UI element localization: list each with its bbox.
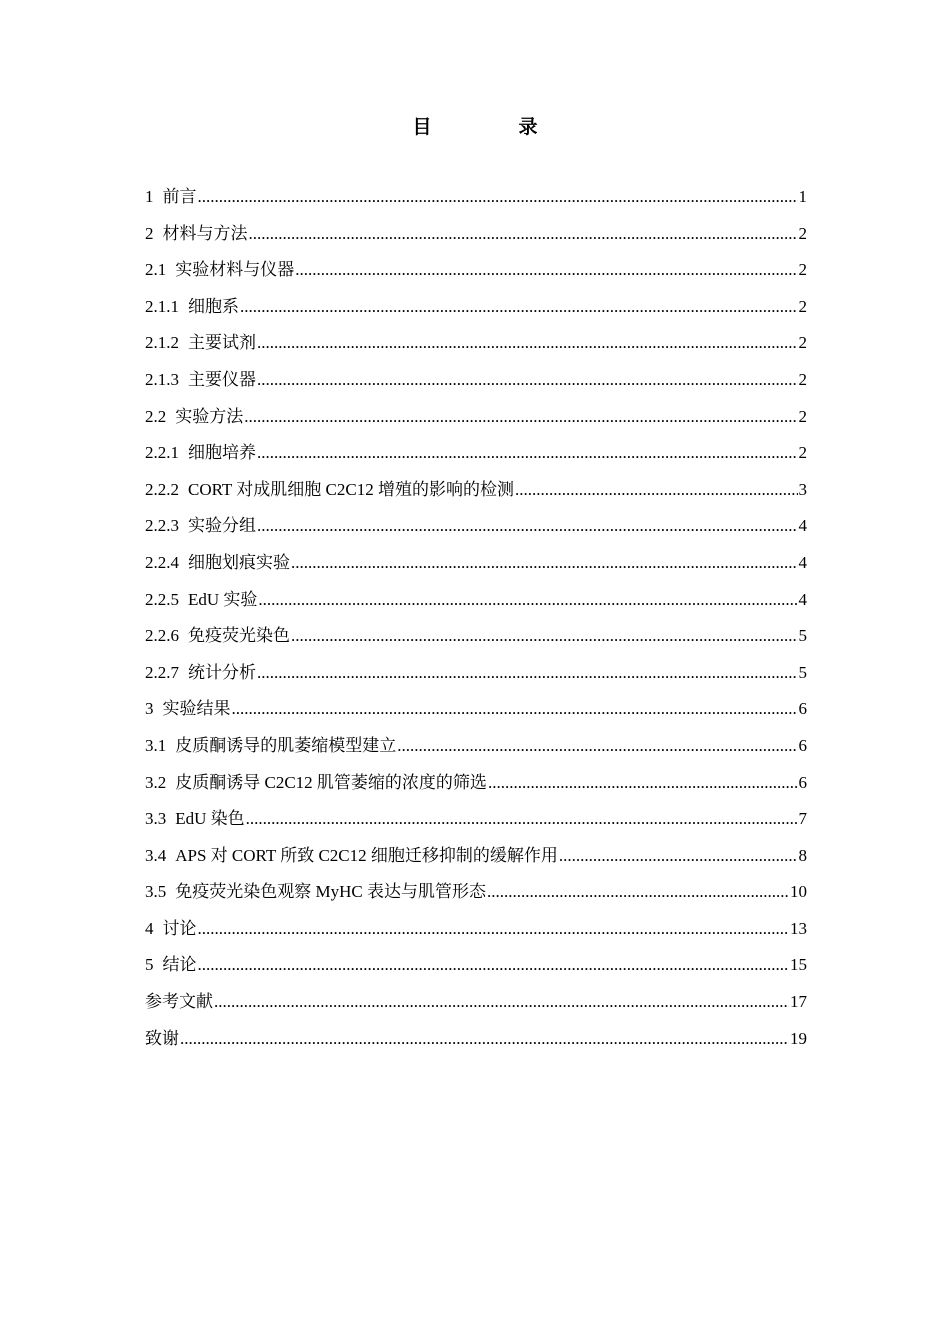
toc-entry[interactable] — [145, 696, 807, 733]
toc-entry[interactable] — [145, 770, 807, 807]
toc-entry[interactable] — [145, 587, 807, 624]
toc-entry-number: 2.2.6 — [145, 626, 179, 646]
toc-entry-number: 2.2.5 — [145, 589, 179, 609]
toc-entry-number: 2.1 — [145, 260, 167, 280]
toc-entry-title: APS 对 CORT 所致 C2C12 细胞迁移抑制的缓解作用 — [175, 845, 558, 865]
toc-entry[interactable] — [145, 513, 807, 550]
toc-list — [145, 184, 807, 1062]
toc-entry-title: 皮质酮诱导的肌萎缩模型建立 — [175, 735, 397, 755]
toc-dot-leader — [246, 806, 798, 832]
toc-title: 目 录 — [412, 116, 572, 138]
toc-entry-title: 主要仪器 — [188, 369, 256, 389]
toc-entry-page: 10 — [790, 882, 807, 902]
toc-entry-title: 讨论 — [162, 918, 197, 938]
toc-entry-title: 参考文献 — [145, 992, 213, 1012]
toc-entry-number: 2 — [145, 223, 154, 243]
toc-entry-number: 2.2.7 — [145, 662, 179, 682]
toc-entry-title: EdU 染色 — [175, 809, 245, 829]
toc-entry-number: 3.4 — [145, 845, 167, 865]
toc-entry-number: 1 — [145, 187, 154, 206]
toc-entry[interactable] — [145, 221, 807, 258]
toc-entry-number: 3.5 — [145, 882, 167, 902]
toc-entry-page: 2 — [798, 443, 807, 463]
toc-entry[interactable] — [145, 294, 807, 331]
toc-dot-leader — [258, 587, 797, 613]
toc-entry-number: 2.2.1 — [145, 443, 179, 463]
toc-dot-leader — [257, 513, 798, 539]
toc-dot-leader — [487, 879, 789, 905]
toc-entry[interactable] — [145, 257, 807, 294]
toc-entry[interactable] — [145, 1026, 807, 1063]
toc-entry-title: EdU 实验 — [188, 589, 258, 609]
toc-dot-leader — [257, 367, 798, 393]
toc-entry-title: 前言 — [162, 187, 197, 206]
toc-entry-page: 6 — [798, 735, 807, 755]
toc-entry-number: 2.1.3 — [145, 369, 179, 389]
toc-dot-leader — [180, 1026, 789, 1052]
toc-entry-page: 19 — [790, 1028, 807, 1048]
toc-entry-page: 3 — [798, 479, 807, 499]
toc-dot-leader — [198, 952, 790, 978]
toc-entry-page: 2 — [798, 260, 807, 280]
toc-entry-title: 免疫荧光染色 — [188, 626, 290, 646]
toc-entry-page: 8 — [798, 845, 807, 865]
toc-entry-title: 主要试剂 — [188, 333, 256, 353]
toc-entry-page: 17 — [790, 992, 807, 1012]
toc-entry-number: 3.1 — [145, 735, 167, 755]
toc-entry-title: 细胞系 — [188, 296, 239, 316]
toc-entry-page: 2 — [798, 296, 807, 316]
toc-entry-title: 免疫荧光染色观察 MyHC 表达与肌管形态 — [175, 882, 486, 902]
toc-entry-page: 6 — [798, 772, 807, 792]
toc-entry-page: 6 — [798, 699, 807, 719]
toc-dot-leader — [515, 477, 798, 503]
toc-entry[interactable] — [145, 879, 807, 916]
toc-entry[interactable] — [145, 404, 807, 441]
toc-dot-leader — [559, 843, 798, 869]
toc-dot-leader — [291, 550, 798, 576]
toc-entry-number: 3.2 — [145, 772, 167, 792]
toc-entry[interactable] — [145, 367, 807, 404]
toc-entry-title: 实验结果 — [162, 699, 231, 719]
toc-entry-number: 3 — [145, 699, 154, 719]
toc-dot-leader — [232, 696, 798, 722]
toc-entry-title: 实验材料与仪器 — [175, 260, 295, 280]
toc-dot-leader — [198, 916, 790, 942]
toc-dot-leader — [397, 733, 797, 759]
toc-dot-leader — [295, 257, 797, 283]
toc-entry-number: 2.2 — [145, 406, 167, 426]
toc-entry-page: 15 — [790, 955, 807, 975]
toc-entry-title: 实验方法 — [175, 406, 244, 426]
toc-dot-leader — [198, 184, 798, 210]
toc-entry-number: 2.2.4 — [145, 552, 179, 572]
toc-entry-page: 7 — [798, 809, 807, 829]
toc-entry-title: 致谢 — [145, 1028, 179, 1048]
toc-entry-number: 3.3 — [145, 809, 167, 829]
toc-entry-number: 2.1.1 — [145, 296, 179, 316]
toc-entry-page: 2 — [798, 223, 807, 243]
toc-entry[interactable] — [145, 477, 807, 514]
toc-entry-number: 4 — [145, 918, 154, 938]
toc-entry-number: 2.2.3 — [145, 516, 179, 536]
toc-entry[interactable] — [145, 733, 807, 770]
toc-dot-leader — [488, 770, 798, 796]
toc-entry-page: 4 — [798, 516, 807, 536]
toc-dot-leader — [291, 623, 798, 649]
toc-entry[interactable] — [145, 330, 807, 367]
toc-entry-page: 2 — [798, 333, 807, 353]
toc-entry[interactable] — [145, 623, 807, 660]
toc-dot-leader — [257, 330, 798, 356]
toc-dot-leader — [244, 404, 797, 430]
toc-entry-title: 皮质酮诱导 C2C12 肌管萎缩的浓度的筛选 — [175, 772, 487, 792]
toc-entry-title: 结论 — [162, 955, 197, 975]
toc-entry[interactable] — [145, 843, 807, 880]
toc-entry[interactable] — [145, 550, 807, 587]
toc-dot-leader — [257, 440, 798, 466]
toc-entry[interactable] — [145, 989, 807, 1026]
toc-entry-title: 细胞划痕实验 — [188, 552, 290, 572]
toc-entry[interactable] — [145, 916, 807, 953]
toc-entry[interactable] — [145, 660, 807, 697]
toc-entry-title: 材料与方法 — [162, 223, 248, 243]
toc-entry-number: 2.1.2 — [145, 333, 179, 353]
toc-entry-title: 实验分组 — [188, 516, 256, 536]
toc-entry-page: 2 — [798, 406, 807, 426]
toc-entry-number: 2.2.2 — [145, 479, 179, 499]
toc-dot-leader — [249, 221, 798, 247]
toc-entry-page: 5 — [798, 662, 807, 682]
toc-entry-title: CORT 对成肌细胞 C2C12 增殖的影响的检测 — [188, 479, 514, 499]
toc-entry[interactable] — [145, 952, 807, 989]
toc-dot-leader — [257, 660, 798, 686]
toc-entry[interactable] — [145, 440, 807, 477]
toc-dot-leader — [240, 294, 798, 320]
toc-dot-leader — [214, 989, 789, 1015]
toc-entry-page: 13 — [790, 918, 807, 938]
toc-entry-title: 细胞培养 — [188, 443, 256, 463]
toc-entry-number: 5 — [145, 955, 154, 975]
toc-entry[interactable] — [145, 184, 807, 221]
toc-entry-page: 5 — [798, 626, 807, 646]
toc-entry[interactable] — [145, 806, 807, 843]
toc-entry-page: 2 — [798, 369, 807, 389]
toc-entry-title: 统计分析 — [188, 662, 256, 682]
toc-entry-page: 4 — [798, 589, 807, 609]
toc-entry-page: 4 — [798, 552, 807, 572]
toc-entry-page: 1 — [798, 187, 807, 206]
